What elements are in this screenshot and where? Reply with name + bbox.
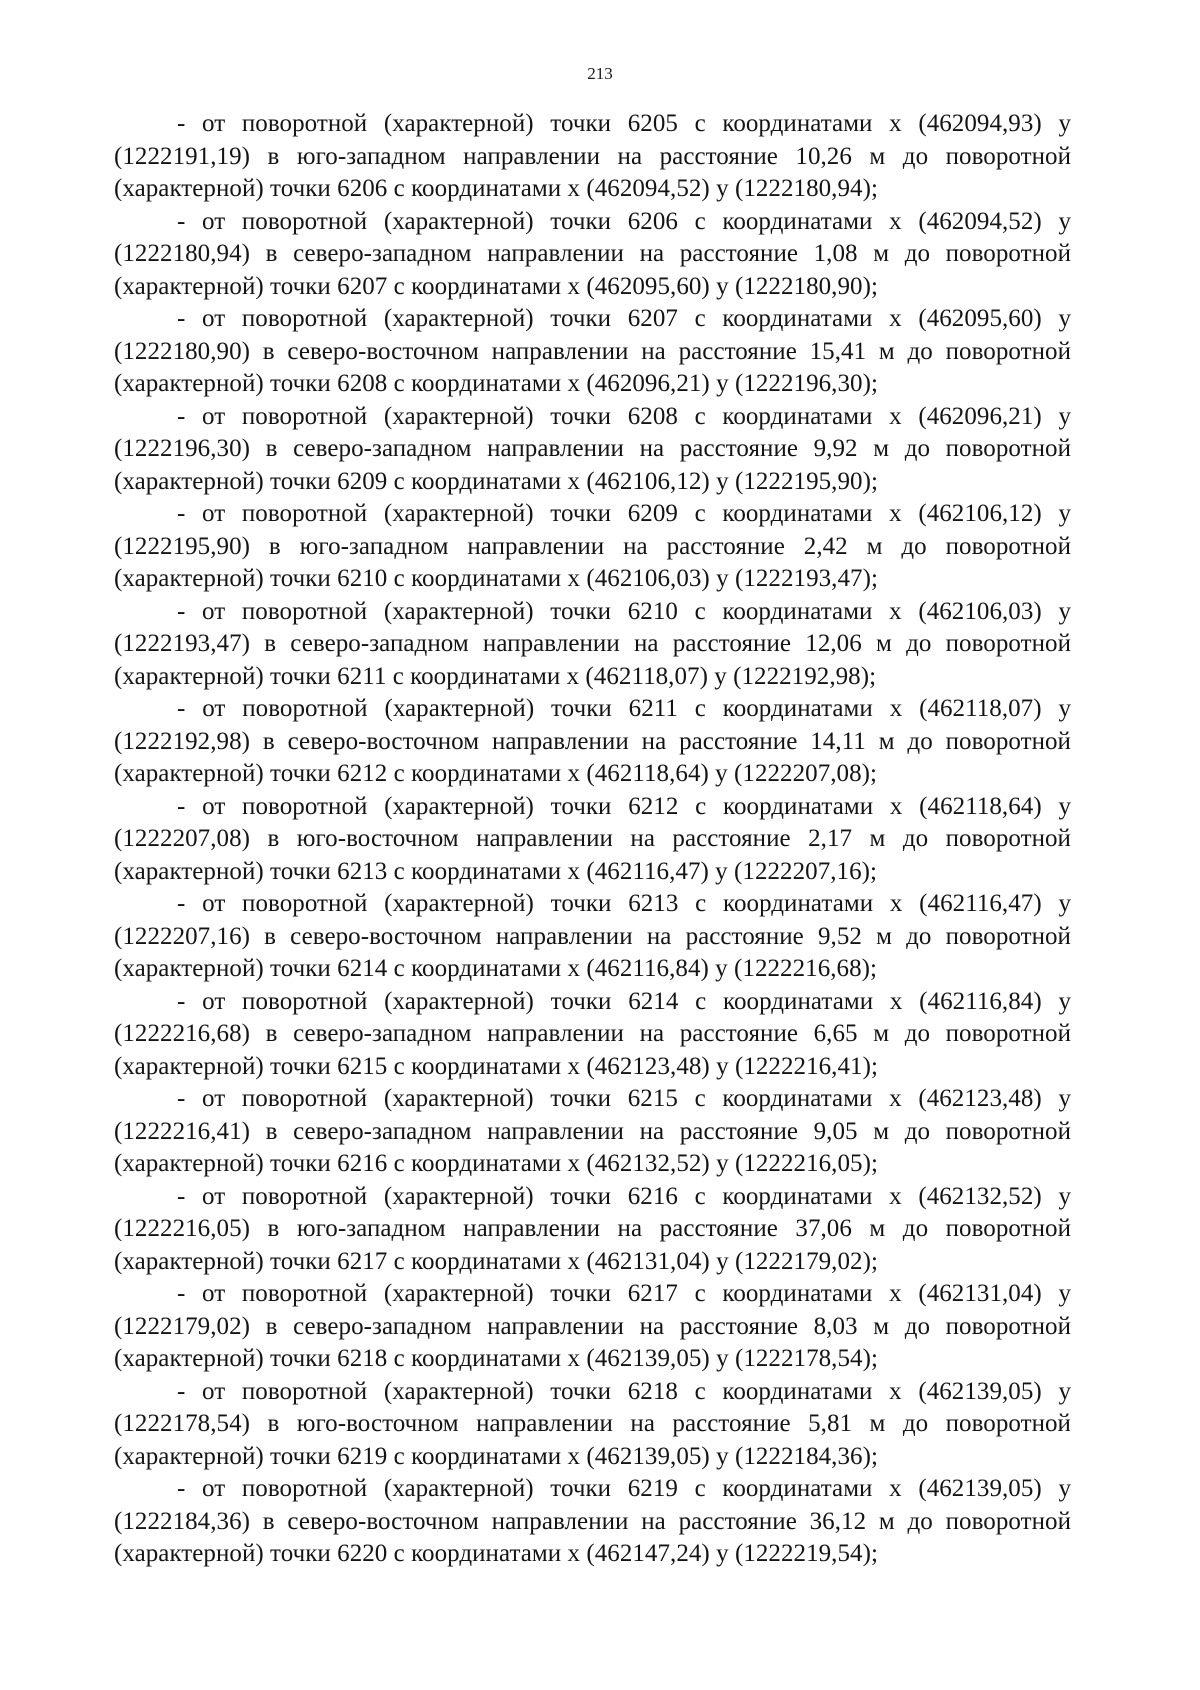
boundary-segment-6214-6215: - от поворотной (характерной) точки 6214 с координатами х (462116,84) у (1222216,68) в северо-западном направлении на расстояние 6,65 м до поворотной (характерной) точки 6215 с координатами х (462123,48) у (1222216,41); [114, 987, 1071, 1080]
boundary-segment-6213-6214: - от поворотной (характерной) точки 6213 с координатами х (462116,47) у (1222207,16) в северо-восточном направлении на расстояние 9,52 м до поворотной (характерной) точки 6214 с координатами х (462116,84) у (1222216,68); [114, 890, 1071, 982]
boundary-segment-6219-6220: - от поворотной (характерной) точки 6219 с координатами х (462139,05) у (1222184,36) в северо-восточном направлении на расстояние 36,12 м до поворотной (характерной) точки 6220 с координатами х (462147,24) у (1222219,54); [114, 1475, 1071, 1567]
boundary-segment-6210-6211: - от поворотной (характерной) точки 6210 с координатами х (462106,03) у (1222193,47) в северо-западном направлении на расстояние 12,06 м до поворотной (характерной) точки 6211 с координатами х (462118,07) у (1222192,98); [114, 597, 1071, 690]
boundary-segment-6206-6207: - от поворотной (характерной) точки 6206 с координатами х (462094,52) у (1222180,94) в северо-западном направлении на расстояние 1,08 м до поворотной (характерной) точки 6207 с координатами х (462095,60) у (1222180,90); [114, 207, 1071, 300]
boundary-segment-6208-6209: - от поворотной (характерной) точки 6208 с координатами х (462096,21) у (1222196,30) в северо-западном направлении на расстояние 9,92 м до поворотной (характерной) точки 6209 с координатами х (462106,12) у (1222195,90); [114, 402, 1071, 495]
boundary-segment-6212-6213: - от поворотной (характерной) точки 6212 с координатами х (462118,64) у (1222207,08) в юго-восточном направлении на расстояние 2,17 м до поворотной (характерной) точки 6213 с координатами х (462116,47) у (1222207,16); [114, 792, 1071, 885]
boundary-segment-6207-6208: - от поворотной (характерной) точки 6207 с координатами х (462095,60) у (1222180,90) в северо-восточном направлении на расстояние 15,41 м до поворотной (характерной) точки 6208 с координатами х (462096,21) у (1222196,30); [114, 305, 1071, 397]
boundary-segment-6215-6216: - от поворотной (характерной) точки 6215 с координатами х (462123,48) у (1222216,41) в северо-западном направлении на расстояние 9,05 м до поворотной (характерной) точки 6216 с координатами х (462132,52) у (1222216,05); [114, 1085, 1071, 1177]
boundary-description [114, 108, 1071, 1571]
boundary-segment-6217-6218: - от поворотной (характерной) точки 6217 с координатами х (462131,04) у (1222179,02) в северо-западном направлении на расстояние 8,03 м до поворотной (характерной) точки 6218 с координатами х (462139,05) у (1222178,54); [114, 1280, 1071, 1372]
boundary-segment-6218-6219: - от поворотной (характерной) точки 6218 с координатами х (462139,05) у (1222178,54) в юго-восточном направлении на расстояние 5,81 м до поворотной (характерной) точки 6219 с координатами х (462139,05) у (1222184,36); [114, 1377, 1071, 1470]
boundary-segment-6216-6217: - от поворотной (характерной) точки 6216 с координатами х (462132,52) у (1222216,05) в юго-западном направлении на расстояние 37,06 м до поворотной (характерной) точки 6217 с координатами х (462131,04) у (1222179,02); [114, 1182, 1071, 1275]
boundary-segment-6211-6212: - от поворотной (характерной) точки 6211 с координатами х (462118,07) у (1222192,98) в северо-восточном направлении на расстояние 14,11 м до поворотной (характерной) точки 6212 с координатами х (462118,64) у (1222207,08); [114, 695, 1071, 787]
boundary-segment-6205-6206: - от поворотной (характерной) точки 6205 с координатами х (462094,93) у (1222191,19) в юго-западном направлении на расстояние 10,26 м до поворотной (характерной) точки 6206 с координатами х (462094,52) у (1222180,94); [114, 110, 1071, 202]
page-number: 213 [587, 64, 613, 83]
boundary-segment-6209-6210: - от поворотной (характерной) точки 6209 с координатами х (462106,12) у (1222195,90) в юго-западном направлении на расстояние 2,42 м до поворотной (характерной) точки 6210 с координатами х (462106,03) у (1222193,47); [114, 500, 1071, 592]
